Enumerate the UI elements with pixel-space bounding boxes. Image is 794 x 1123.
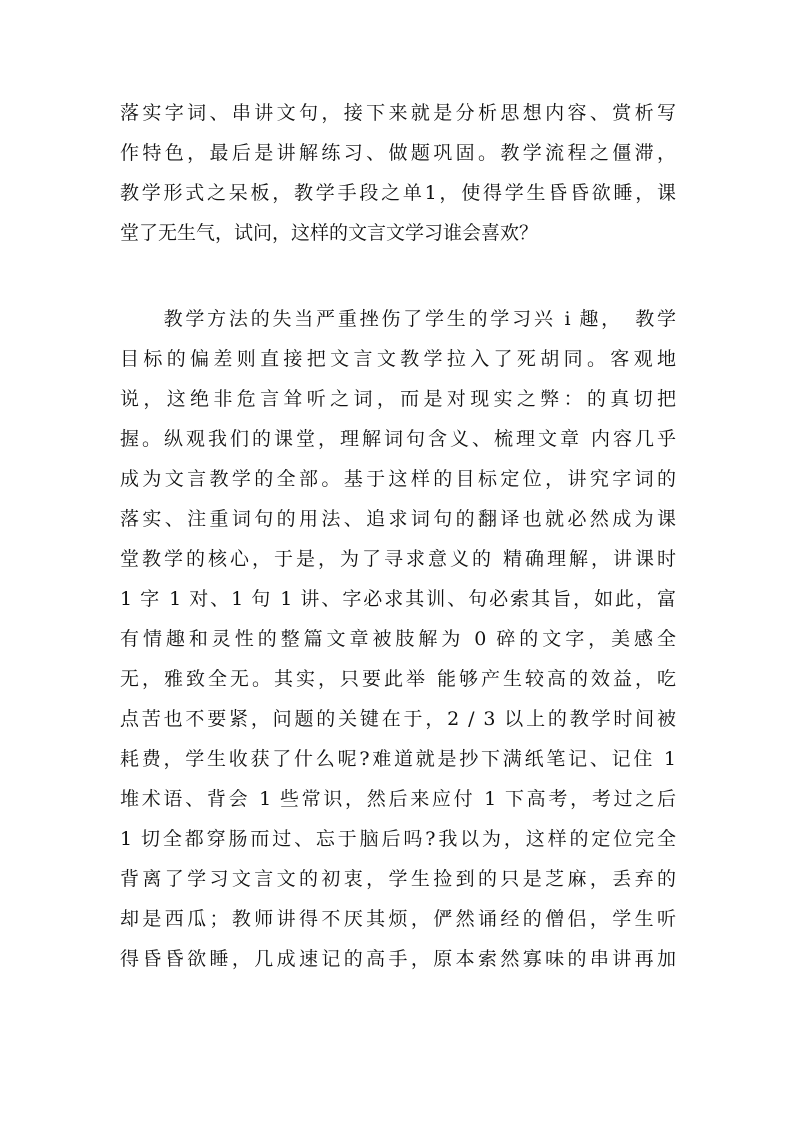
paragraph-2-line: 耗费，学生收获了什么呢?难道就是抄下满纸笔记、记住 1: [120, 748, 676, 770]
paragraph-2-line: 堂教学的核心，于是，为了寻求意义的 精确理解，讲课时: [120, 548, 676, 570]
paragraph-2-line: 教学方法的失当严重挫伤了学生的学习兴 i 趣， 教学: [120, 308, 676, 330]
paragraph-2-line: 背离了学习文言文的初衷，学生捡到的只是芝麻，丢弃的: [120, 868, 676, 890]
paragraph-1-line: 堂了无生气，试问，这样的文言文学习谁会喜欢？: [120, 222, 539, 244]
paragraph-2-line: 说，这绝非危言耸听之词，而是对现实之弊：的真切把: [120, 388, 676, 410]
paragraph-2-line: 握。纵观我们的课堂，理解词句含义、梳理文章 内容几乎: [120, 428, 676, 450]
paragraph-2-line: 落实、注重词句的用法、追求词句的翻译也就必然成为课: [120, 508, 676, 530]
paragraph-2-line: 无，雅致全无。其实，只要此举 能够产生较高的效益，吃: [120, 668, 676, 690]
paragraph-1-line: 教学形式之呆板，教学手段之单1，使得学生昏昏欲睡，课: [120, 182, 676, 204]
paragraph-1-line: 作特色，最后是讲解练习、做题巩固。教学流程之僵滞，: [120, 142, 676, 164]
paragraph-2-line: 1 字 1 对、1 句 1 讲、字必求其训、句必索其旨，如此，富: [120, 588, 676, 610]
paragraph-2-line: 得昏昏欲睡，几成速记的高手，原本索然寡味的串讲再加: [120, 948, 676, 970]
paragraph-2-line: 有情趣和灵性的整篇文章被肢解为 0 碎的文字，美感全: [120, 628, 676, 650]
paragraph-2-line: 却是西瓜；教师讲得不厌其烦，俨然诵经的僧侣，学生听: [120, 908, 676, 930]
paragraph-2-line: 堆术语、背会 1 些常识，然后来应付 1 下高考，考过之后: [120, 788, 676, 810]
paragraph-2-line: 成为文言教学的全部。基于这样的目标定位，讲究字词的: [120, 468, 676, 490]
paragraph-2-line: 点苦也不要紧，问题的关键在于，2 / 3 以上的教学时间被: [120, 708, 676, 730]
paragraph-2-line: 目标的偏差则直接把文言文教学拉入了死胡同。客观地: [120, 348, 676, 370]
paragraph-1-line: 落实字词、串讲文句，接下来就是分析思想内容、赏析写: [120, 102, 676, 124]
paragraph-2-line: 1 切全都穿肠而过、忘于脑后吗?我以为，这样的定位完全: [120, 828, 676, 850]
